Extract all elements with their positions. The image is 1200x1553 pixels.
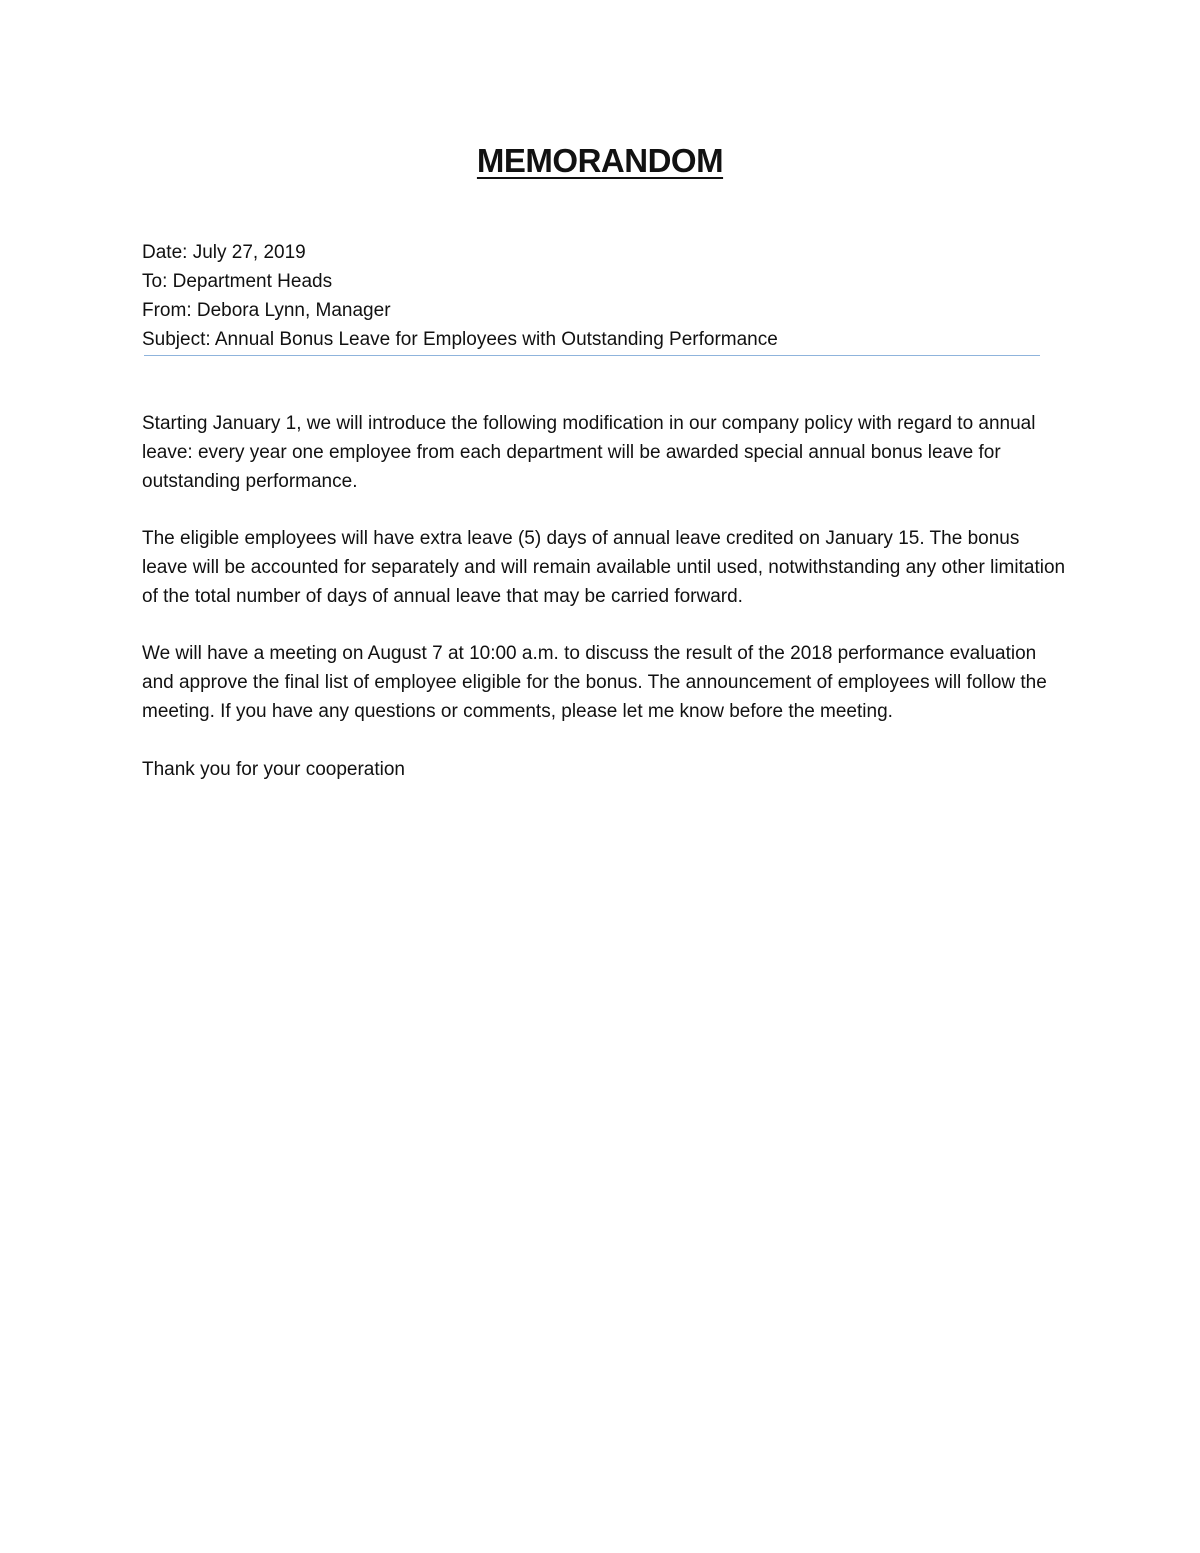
memo-date: Date: July 27, 2019 (142, 242, 306, 263)
memo-closing: Thank you for your cooperation (142, 758, 405, 780)
memo-title (0, 142, 1200, 180)
memo-header (142, 238, 1062, 354)
memo-paragraph-2: The eligible employees will have extra leave (5) days of annual leave credited on January 15. The bonus leave will be accounted for separately and will remain available until used, notwithstanding any other limitation of the total number of days of annual leave that may be carried forward. (142, 528, 1066, 607)
header-divider (144, 355, 1040, 356)
memo-subject: Subject: Annual Bonus Leave for Employees with Outstanding Performance (142, 329, 778, 350)
memo-body (142, 410, 1067, 813)
memo-paragraph-1: Starting January 1, we will introduce the following modification in our company policy with regard to annual leave: every year one employee from each department will be awarded special annual bonus leave for outstanding performance. (142, 413, 1036, 492)
memo-from: From: Debora Lynn, Manager (142, 300, 391, 321)
memo-title-text: MEMORANDOM (476, 142, 724, 179)
memo-to: To: Department Heads (142, 271, 333, 292)
memo-paragraph-3: We will have a meeting on August 7 at 10:00 a.m. to discuss the result of the 2018 performance evaluation and approve the final list of employee eligible for the bonus. The announcement of employees will follow the meeting. If you have any questions or comments, please let me know before the meeting. (142, 643, 1047, 722)
